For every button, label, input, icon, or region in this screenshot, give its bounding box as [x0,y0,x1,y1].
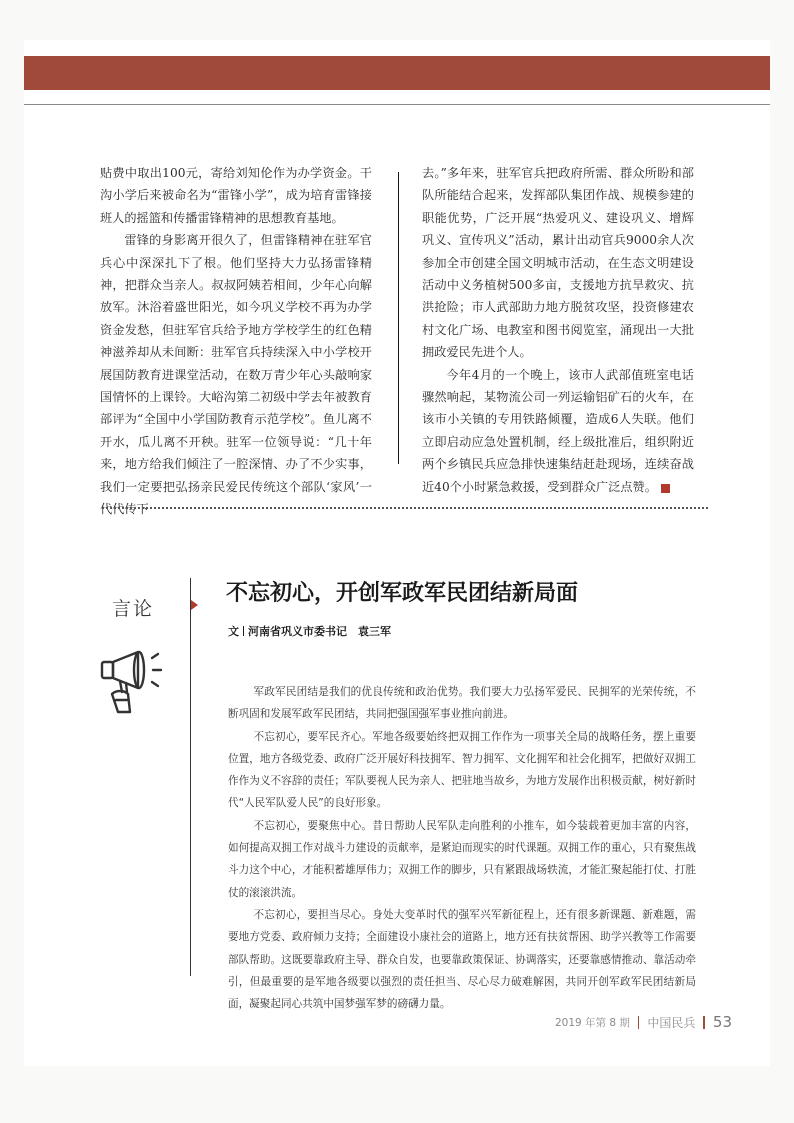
paragraph: 去。”多年来，驻军官兵把政府所需、群众所盼和部队所能结合起来，发挥部队集团作战、规模参建的职能优势，广泛开展“热爱巩义、建设巩义、增辉巩义、宣传巩义”活动，累计出动官兵9000余人次参加全市创建全国文明城市活动，在生态文明建设活动中义务植树500多亩，支援地方抗旱救灾、抗洪抢险；市人武部助力地方脱贫攻坚，投资修建农村文化广场、电教室和图书阅览室，涌现出一大批拥政爱民先进个人。 [422,166,694,360]
footer-magazine: 中国民兵 [647,1015,696,1030]
paragraph: 不忘初心，要聚焦中心。昔日帮助人民军队走向胜利的小推车，如今装载着更加丰富的内容，如何提高双拥工作对战斗力建设的贡献率，是紧迫而现实的时代课题。双拥工作的重心，只有聚焦战斗力这个中心，才能积蓄雄厚伟力；双拥工作的脚步，只有紧跟战场轶流，才能汇聚起能打仗、打胜仗的滚滚洪流。 [228,819,696,899]
article-title: 不忘初心，开创军政军民团结新局面 [226,581,579,606]
paragraph: 不忘初心，要担当尽心。身处大变革时代的强军兴军新征程上，还有很多新课题、新难题，需要地方党委、政府倾力支持；全面建设小康社会的道路上，地方还有扶贫帮困、助学兴教等工作需要部队帮助。这既要靠政府主导、群众自发，也要靠政策保证、协调落实，还要靠感情推动、靠活动牵引，但最重要的是军地各级要以强烈的责任担当、尽心尽力破难解困，共同开创军政军民团结新局面，凝聚起同心共筑中国梦强军梦的磅礴力量。 [228,908,696,1011]
section-label: 言论 [112,598,155,620]
page-number: 53 [712,1013,732,1031]
footer-divider [638,1016,640,1029]
paragraph: 军政军民团结是我们的优良传统和政治优势。我们要大力弘扬军爱民、民拥军的光荣传统，不断巩固和发展军政军民团结，共同把强国强军事业推向前进。 [228,686,696,721]
section-separator [102,507,708,509]
section-vertical-rule [190,578,191,976]
paragraph-text: 今年4月的一个晚上，该市人武部值班室电话骤然响起，某物流公司一列运输铝矿石的火车，在该市小关镇的专用铁路倾覆，造成6人失联。他们立即启动应急处置机制，经上级批准后，组织附近两个乡镇民兵应急排快速集结赶赴现场，连续奋战近40个小时紧急救援，受到群众广泛点赞。 [422,367,694,494]
section-marker-triangle [191,600,198,610]
column-divider [398,172,399,464]
footer-divider [703,1016,705,1029]
page-footer [555,1013,732,1031]
megaphone-icon [98,644,164,716]
byline-separator [243,626,244,636]
paragraph: 贴费中取出100元，寄给刘知伦作为办学资金。干沟小学后来被命名为“雷锋小学”，成为培育雷锋接班人的摇篮和传播雷锋精神的思想教育基地。 [100,166,372,225]
paragraph [422,364,694,498]
top-article-left-column [100,162,372,521]
footer-issue: 2019 年第 8 期 [554,1016,630,1029]
paragraph: 不忘初心，要军民齐心。军地各级要始终把双拥工作作为一项事关全局的战略任务，摆上重要位置，地方各级党委、政府广泛开展好科技拥军、智力拥军、文化拥军和社会化拥军，把做好双拥工作作为义不容辞的责任；军队要视人民为亲人、把驻地当故乡，为地方发展作出积极贡献，树好新时代“人民军队爱人民”的良好形象。 [228,730,696,810]
top-article-right-column [422,162,694,498]
byline-prefix: 文 [228,625,239,638]
byline-author: 河南省巩义市委书记 袁三军 [248,625,391,638]
header-rule [24,104,770,105]
byline [228,623,391,639]
paragraph: 雷锋的身影离开很久了，但雷锋精神在驻军官兵心中深深扎下了根。他们坚持大力弘扬雷锋精神，把群众当亲人。叔叔阿姨若相间，少年心向解放军。沐浴着盛世阳光，如今巩义学校不再为办学资金发愁，但驻军官兵给予地方学校学生的红色精神滋养却从未间断：驻军官兵持续深入中小学校开展国防教育进课堂活动，在数万青少年心头敲响家国情怀的上课铃。大峪沟第二初级中学去年被教育部评为“全国中小学国防教育示范学校”。鱼儿离不开水，瓜儿离不开秧。驻军一位领导说：“几十年来，地方给我们倾注了一腔深情、办了不少实事，我们一定要把弘扬亲民爱民传统这个部队‘家风’一代代传下 [100,233,372,517]
header-banner [24,56,770,90]
article-end-mark: 兵 [661,484,670,493]
article-body [228,681,696,1015]
